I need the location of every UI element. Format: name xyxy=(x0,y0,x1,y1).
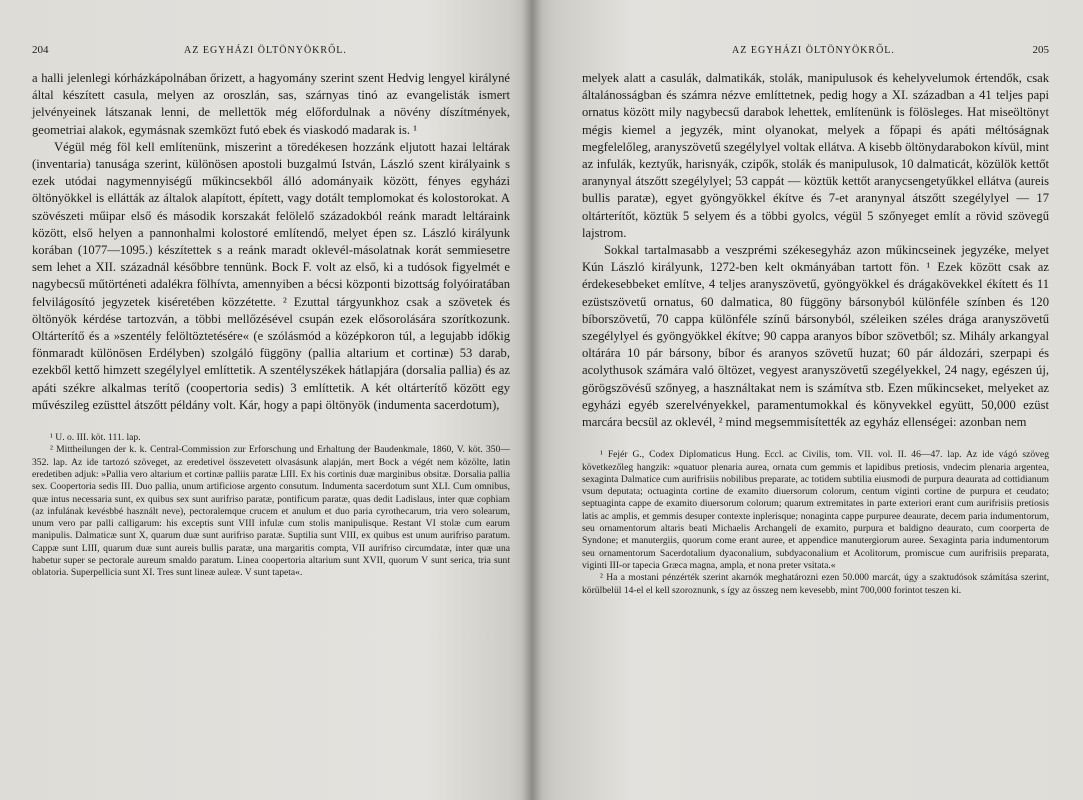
right-footnotes xyxy=(582,449,1049,597)
right-footnote-2: ² Ha a mostani pénzérték szerint akarnók meghatározni ezen 50.000 marcát, úgy a szaktudósok számítása szerint, körülbelül 14-el el kell szoroznunk, s így az összeg nem kevesebb, mint 700,000 forintot teszen ki. xyxy=(582,572,1049,596)
left-footnote-2: ² Mittheilungen der k. k. Central-Commission zur Erforschung und Erhaltung der Baudenkmale, 1860, V. köt. 350—352. lap. Az ide tartozó szöveget, az eredetivel összevetett olvasásunk alapján, mert Bock a végét nem közölte, latin eredetiben adjuk: »Pallia vero altarium et cortinæ palliis paratæ LIII. Ex his cortinis duæ marginibus obsitæ. Dorsalia pallia sex. Coopertoria sedis III. Duo pallia, unum artificiose argento consutum. Indumenta sacerdotum sunt XLI. Cum omnibus, quæ intus necessaria sunt, ex quibus sex sunt aurifriso paratæ, pontificum paratæ, quas dedit Ladislaus, inter quæ cophiam (az infulának kevésbbé használt neve), pectoralemque crucem et anulum et duo paria cyrothecarum, tria vero solearum, unum vero par palli calligarum: his exceptis sunt VIII infulæ cum stolis manipulisque. Restant VI stolæ cum earum manipulis. Dalmaticæ sunt X, quarum duæ sunt aurifriso paratæ. Suptilia sunt VIII, ex quibus est unum aurifriso paratum. Cappæ sunt LIII, quarum duæ sunt aureis bullis paratæ, una margaritis compta, VII aurifriso circumdatæ, inter quæ una habetur super se pectorale aureum smaldo paratum. Linea coopertoria altarium sunt XVII, quorum V sunt serica, tria sunt oblatoria. Superpellicia sunt XI. Tres sunt lineæ auleæ. V sunt tapeta«. xyxy=(32,444,510,579)
right-running-title: AZ EGYHÁZI ÖLTÖNYÖKRŐL. xyxy=(732,45,895,56)
right-page-number: 205 xyxy=(1032,44,1049,56)
left-page-number: 204 xyxy=(32,44,49,56)
right-footnote-1: ¹ Fejér G., Codex Diplomaticus Hung. Eccl. ac Civilis, tom. VII. vol. II. 46—47. lap. Az ide vágó szöveg következőleg hangzik: »quatuor plenaria aurea, ornata cum gemmis et lapidibus pretiosis, vndecim plenaria argentea, sexaginta Dalmatice cum aurifrisiis nobilibus preparate, ac totidem subtilia eiusmodi de purpura deaurata ad cottidianum vsum deputata; octuaginta cortine de examito diuersorum colorum, centum viginti cortine de purpura et ceudato; septuaginta cappe de examito diuersorum colorum; quarum extremitates in parte exteriori erant cum aurifrisiis pretiosis latis ac amplis, et gemmis desuper contexte inplerisque; nonaginta cappe purpuree deaurate, decem paria indumentorum, seu ornamentorum altaris beati Michaelis Archangeli de examito, purpura et baldigno deaurato, cum coorperta de Syndone; et manutergiis, quorum come erant auree, et appendice manutergiorum auree. Sexaginta paria indumentorum seu ornamentorum Sacerdotalium dyaconalium, subdyaconalium et Acolitorum, promiscue cum aurifrisiis preparata, viginti III-or tapecia Græca magna, ampla, et nona preter vsitata.« xyxy=(582,449,1049,571)
left-running-head xyxy=(32,44,510,62)
left-paragraph-2: Végül még föl kell említenünk, miszerint a töredékesen hozzánk eljutott hazai leltárak (inventaria) tanusága szerint, különösen apostoli buzgalmú István, László szent királyaink s ezek utódai nagymennyiségű műkincsekből álló adományaik között, fényes egyházi öltönyökkel is ellátták az általok alapított, épített, vagy dotált templomokat és kolostorokat. A szövészeti műipar első és második korszakát felölelő századokból reánk maradt leltáraink között, első helyen a pannonhalmi kolostoré említendő, melyet épen sz. László királyunk korában (1077—1095.) készítettek s a reánk maradt oklevél-másolatnak korát semmiesetre sem lehet a XII. századnál későbbre tennünk. Bock F. volt az első, ki a tudósok figyelmét e nagybecsű műtörténeti adalékra fölhívta, amennyiben a bécsi központi bizottság folyóiratában felvilágosító jegyzetek kiséretében közzétette. ² Ezuttal tárgyunkhoz csak a szövetek és öltönyök kérdése tartozván, a többi mellőzésével csupán ezek elősorolására szorítkozunk. Oltárterítő és a »szentély felöltöztetésére« (e szólásmód a középkoron túl, a legujabb időkig fönmaradt különösen Erdélyben) szolgáló függöny (pallia altarium et cortinæ) 53 darab, ezekből kettő himzett szegélylyel említtetik. A szentélyszékek hátlapjára (dorsalia pallia) és az apáti székre alkalmas terítő (coopertoria sedis) 3 említtetik. A két oltárterítő között egy művészileg ezüsttel átszőtt példány volt. Kár, hogy a papi öltönyök (indumenta sacerdotum), xyxy=(32,139,510,412)
right-page xyxy=(532,0,1083,800)
right-paragraph-1: melyek alatt a casulák, dalmatikák, stolák, manipulusok és kehelyvelumok értendők, csak általánosságban és számra nézve említtetnek, pedig hogy a XI. században a 41 teljes papi ornatus között mily nagybecsű darabok lehettek, említenünk is fölösleges. Hat miseöltönyt mégis kiemel a jegyzék, mint olyanokat, melyek a főpapi és apáti méltóságnak megfelelőleg, aranyszövetű szegélylyel voltak ellátva. A kisebb öltönydarabokon kívül, mint az infulák, keztyűk, harisnyák, czipők, stolák és manipulusok, 10 dalmaticát, közülök kettőt aranynyal átszőtt szegélylyel; 53 cappát — köztük kettőt aranycsengetyűkkel ellátva (aureis bullis paratæ), egyet gyöngyökkel ékítve és 7-et aranynyal átszőtt szegélylyel — 17 oltárterítőt, köztük 5 selyem és a többi gyolcs, végül 5 szőnyeget említ a rövid szövegű lajstrom. xyxy=(582,71,1049,240)
left-paragraph-1: a halli jelenlegi kórházkápolnában őrizett, a hagyomány szerint szent Hedvig lengyel királyné által készített casula, melyen az oroszlán, sas, szárnyas tinó az evangelisták ismert jelvényeinek látszanak lenni, de mellettök még előfordulnak a növény díszítmények, geometriai alakok, egymásnak szemközt futó ebek és viaskodó madarak is. ¹ xyxy=(32,71,510,137)
right-running-head xyxy=(582,44,1049,62)
left-running-title: AZ EGYHÁZI ÖLTÖNYÖKRŐL. xyxy=(184,45,347,56)
left-page xyxy=(0,0,532,800)
right-body-text xyxy=(582,70,1049,431)
left-footnote-1: ¹ U. o. III. köt. 111. lap. xyxy=(50,432,141,444)
right-paragraph-2: Sokkal tartalmasabb a veszprémi székesegyház azon műkincseinek jegyzéke, melyet Kún László királyunk, 1272-ben kelt okmányában tartott fön. ¹ Ezek között csak az érdekesebbeket említve, 4 teljes aranyszövetű, gyöngyökkel és drágakövekkel ékített és 11 ezüstszövetű ornatus, 60 dalmatica, 80 függöny bársonyból különféle színben és 120 bíborszövetű, 70 cappa különféle színű bársonyból, széleiken széles drága aranyszövetű szegélylyel és gyöngyökkel ékítve; 90 cappa aranyos bíbor szövetből; sz. Mihály arkangyal oltárára 10 pár bársony, bíbor és aranyos szövetű huzat; 60 pár áldozári, szerpapi és acolythusok számára való öltözet, vegyest aranyszövetű szegélyekkel, 24 nagy, egészen új, görögszövésű szőnyeg, a használtakat nem is számítva stb. Ezen műkincseket, melyeket az egyházi egyéb szerelvényekkel, paramentumokkal és könyvekkel együtt, 50,000 ezüst marcára becsül az oklevél, ² mind megsemmisítették az egyház ellenségei: azonban nem xyxy=(582,243,1049,430)
left-footnotes xyxy=(32,432,510,580)
left-body-text xyxy=(32,70,510,414)
